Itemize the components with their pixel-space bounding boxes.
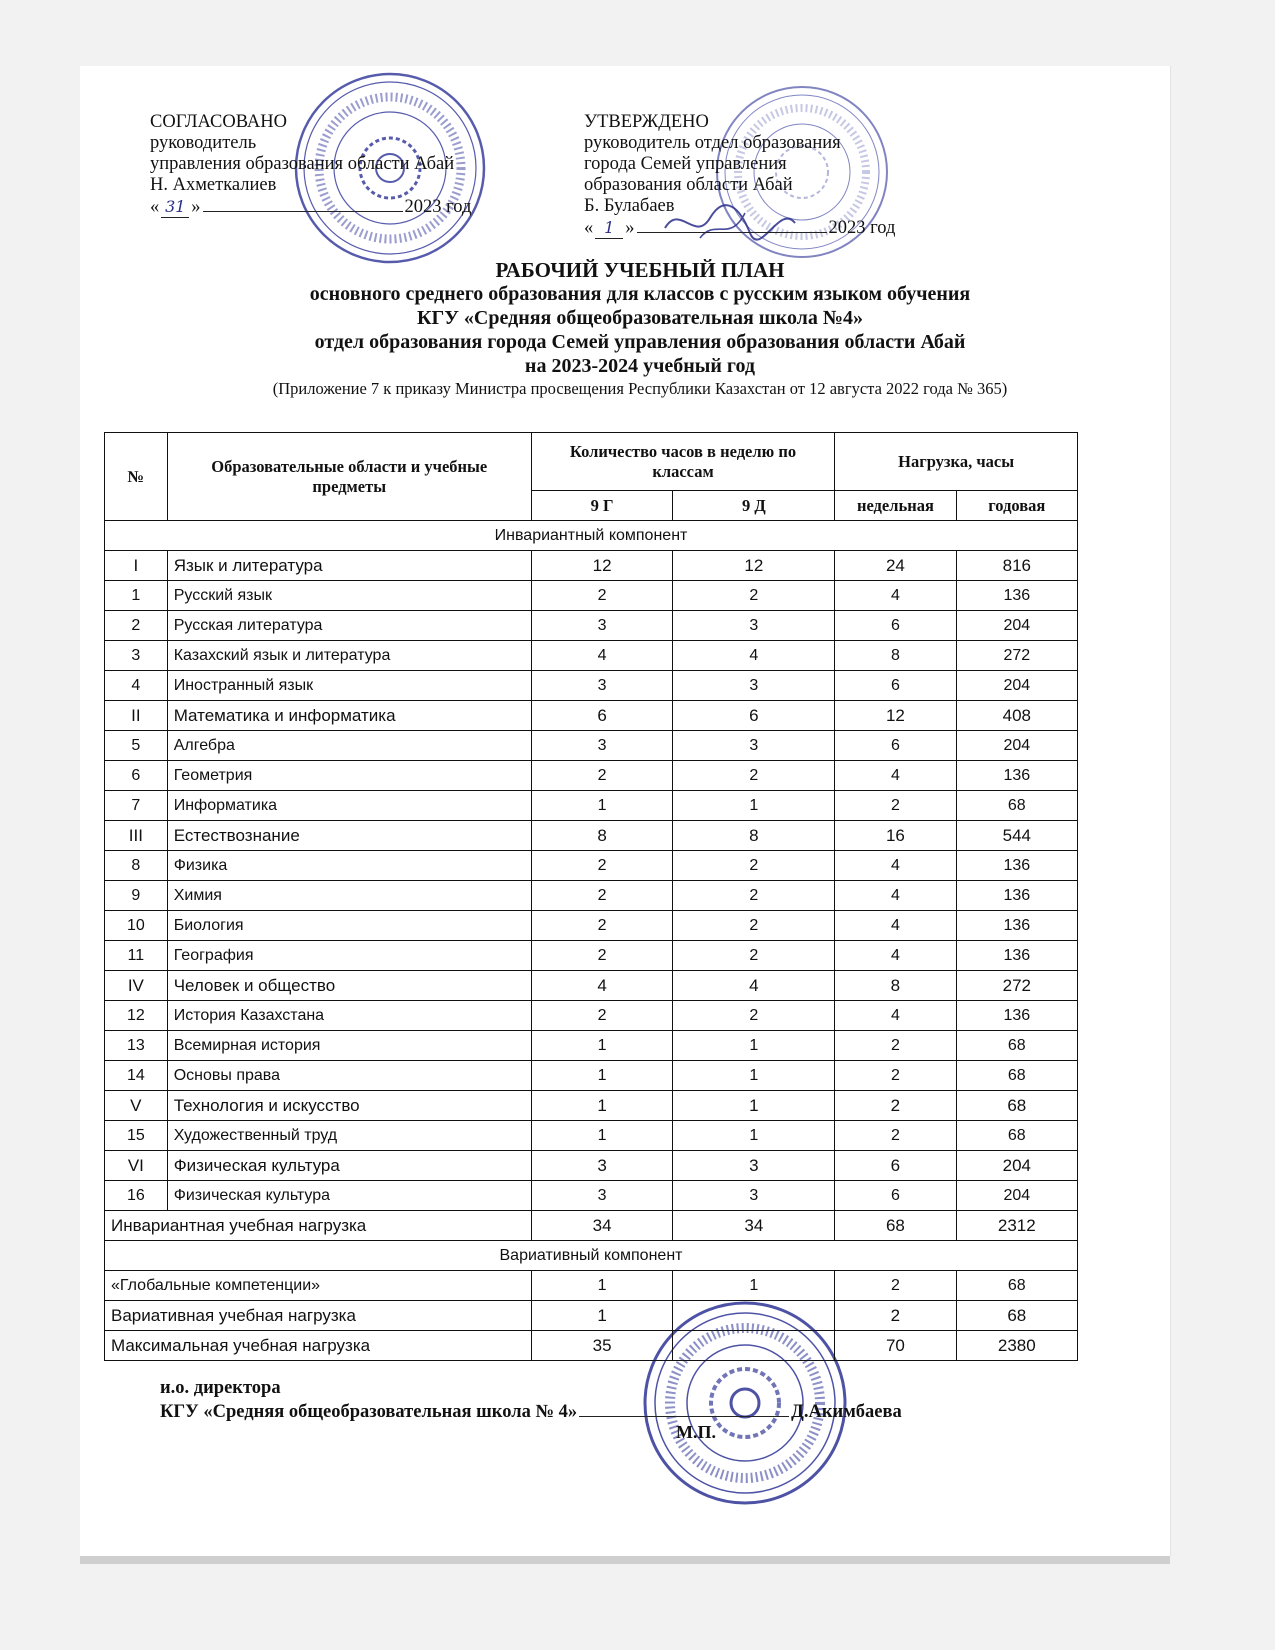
variative-row-9d: 1	[673, 1271, 835, 1301]
row-number: IV	[105, 971, 168, 1001]
row-hours-9d: 2	[673, 1001, 835, 1031]
row-weekly-load: 8	[835, 641, 956, 671]
row-hours-9d: 2	[673, 941, 835, 971]
row-yearly-load: 68	[956, 1061, 1077, 1091]
variative-row-9d	[673, 1301, 835, 1331]
row-weekly-load: 2	[835, 1061, 956, 1091]
row-weekly-load: 6	[835, 1181, 956, 1211]
variative-row-weekly: 2	[835, 1301, 956, 1331]
row-hours-9d: 1	[673, 791, 835, 821]
row-yearly-load: 272	[956, 641, 1077, 671]
agreed-day: 31	[161, 196, 189, 218]
signature-block	[160, 1376, 902, 1424]
subject-row	[105, 941, 1078, 971]
agreed-person: Н. Ахметкалиев	[150, 175, 277, 195]
header-class-9d: 9 Д	[673, 491, 835, 521]
curriculum-table	[104, 432, 1078, 1361]
row-yearly-load: 136	[956, 881, 1077, 911]
row-hours-9g: 6	[531, 701, 673, 731]
header-hours: Количество часов в неделю по классам	[531, 433, 834, 491]
row-hours-9g: 8	[531, 821, 673, 851]
row-number: 14	[105, 1061, 168, 1091]
approved-department-1: города Семей управления	[584, 154, 787, 174]
row-hours-9d: 1	[673, 1031, 835, 1061]
agreed-year: 2023 год	[404, 197, 472, 217]
row-weekly-load: 4	[835, 581, 956, 611]
subject-row	[105, 1061, 1078, 1091]
subject-row	[105, 581, 1078, 611]
subject-row	[105, 791, 1078, 821]
agreed-month-blank	[203, 211, 403, 212]
row-hours-9g: 1	[531, 1091, 673, 1121]
area-row	[105, 701, 1078, 731]
area-row	[105, 1151, 1078, 1181]
row-hours-9d: 12	[673, 551, 835, 581]
row-hours-9g: 1	[531, 1031, 673, 1061]
invariant-section-title: Инвариантный компонент	[105, 521, 1078, 551]
row-hours-9g: 1	[531, 1121, 673, 1151]
row-subject-name: Физическая культура	[167, 1151, 531, 1181]
row-subject-name: Русская литература	[167, 611, 531, 641]
subject-row	[105, 611, 1078, 641]
subject-row	[105, 881, 1078, 911]
variative-row	[105, 1301, 1078, 1331]
row-subject-name: Технология и искусство	[167, 1091, 531, 1121]
document-title-block	[120, 258, 1160, 400]
row-hours-9g: 2	[531, 911, 673, 941]
row-subject-name: История Казахстана	[167, 1001, 531, 1031]
subject-row	[105, 641, 1078, 671]
row-number: 12	[105, 1001, 168, 1031]
row-hours-9d: 3	[673, 1151, 835, 1181]
row-yearly-load: 136	[956, 761, 1077, 791]
approved-heading: УТВЕРЖДЕНО	[584, 112, 709, 132]
variative-row-label: «Глобальные компетенции»	[105, 1271, 532, 1301]
invariant-total-yearly: 2312	[956, 1211, 1077, 1241]
row-number: 16	[105, 1181, 168, 1211]
row-subject-name: Физика	[167, 851, 531, 881]
header-class-9g: 9 Г	[531, 491, 673, 521]
subject-row	[105, 761, 1078, 791]
row-weekly-load: 4	[835, 941, 956, 971]
variative-row-yearly: 2380	[956, 1331, 1077, 1361]
row-hours-9d: 1	[673, 1091, 835, 1121]
row-hours-9d: 4	[673, 971, 835, 1001]
seal-place-label: М.П.	[676, 1422, 716, 1442]
row-hours-9d: 3	[673, 731, 835, 761]
title-note: (Приложение 7 к приказу Министра просвещения Республики Казахстан от 12 августа 2022 года № 365)	[272, 379, 1008, 398]
row-number: 6	[105, 761, 168, 791]
row-number: III	[105, 821, 168, 851]
row-weekly-load: 6	[835, 671, 956, 701]
row-hours-9g: 3	[531, 731, 673, 761]
approved-year: 2023 год	[828, 218, 896, 238]
row-hours-9d: 2	[673, 581, 835, 611]
variative-section-title: Вариативный компонент	[105, 1241, 1078, 1271]
row-hours-9g: 3	[531, 671, 673, 701]
row-subject-name: Физическая культура	[167, 1181, 531, 1211]
row-number: V	[105, 1091, 168, 1121]
agreed-block	[150, 112, 471, 218]
header-yearly: годовая	[956, 491, 1077, 521]
invariant-total-weekly: 68	[835, 1211, 956, 1241]
row-weekly-load: 24	[835, 551, 956, 581]
row-weekly-load: 2	[835, 1031, 956, 1061]
row-hours-9d: 8	[673, 821, 835, 851]
invariant-total-9g: 34	[531, 1211, 673, 1241]
invariant-total-9d: 34	[673, 1211, 835, 1241]
row-number: 15	[105, 1121, 168, 1151]
row-weekly-load: 2	[835, 791, 956, 821]
variative-row	[105, 1331, 1078, 1361]
approved-position: руководитель отдел образования	[584, 133, 841, 153]
row-hours-9g: 2	[531, 881, 673, 911]
subject-row	[105, 731, 1078, 761]
row-subject-name: Биология	[167, 911, 531, 941]
agreed-position: руководитель	[150, 133, 257, 153]
variative-row-label: Максимальная учебная нагрузка	[105, 1331, 532, 1361]
variative-row-label: Вариативная учебная нагрузка	[105, 1301, 532, 1331]
subject-row	[105, 1001, 1078, 1031]
row-subject-name: География	[167, 941, 531, 971]
row-subject-name: Информатика	[167, 791, 531, 821]
row-hours-9d: 1	[673, 1061, 835, 1091]
row-subject-name: Человек и общество	[167, 971, 531, 1001]
row-hours-9g: 2	[531, 1001, 673, 1031]
header-weekly: недельная	[835, 491, 956, 521]
row-subject-name: Художественный труд	[167, 1121, 531, 1151]
row-hours-9d: 3	[673, 1181, 835, 1211]
row-hours-9d: 2	[673, 851, 835, 881]
title-school: КГУ «Средняя общеобразовательная школа №4»	[417, 307, 863, 329]
variative-row-9d	[673, 1331, 835, 1361]
variative-row-yearly: 68	[956, 1301, 1077, 1331]
subject-row	[105, 1181, 1078, 1211]
row-hours-9g: 3	[531, 1181, 673, 1211]
signature-role: и.о. директора	[160, 1378, 281, 1398]
row-hours-9d: 2	[673, 911, 835, 941]
row-number: 7	[105, 791, 168, 821]
row-number: I	[105, 551, 168, 581]
row-number: VI	[105, 1151, 168, 1181]
row-yearly-load: 204	[956, 1181, 1077, 1211]
row-hours-9d: 1	[673, 1121, 835, 1151]
row-yearly-load: 136	[956, 581, 1077, 611]
area-row	[105, 971, 1078, 1001]
variative-row-9g: 1	[531, 1271, 673, 1301]
approved-month-blank	[637, 232, 827, 233]
row-hours-9g: 1	[531, 791, 673, 821]
row-weekly-load: 6	[835, 611, 956, 641]
subject-row	[105, 1031, 1078, 1061]
row-number: 11	[105, 941, 168, 971]
row-weekly-load: 8	[835, 971, 956, 1001]
row-weekly-load: 6	[835, 731, 956, 761]
row-weekly-load: 4	[835, 881, 956, 911]
row-yearly-load: 204	[956, 1151, 1077, 1181]
area-row	[105, 551, 1078, 581]
row-subject-name: Математика и информатика	[167, 701, 531, 731]
row-number: 8	[105, 851, 168, 881]
sheet-shadow	[80, 1556, 1170, 1564]
row-yearly-load: 816	[956, 551, 1077, 581]
variative-row-yearly: 68	[956, 1271, 1077, 1301]
row-yearly-load: 68	[956, 1091, 1077, 1121]
row-number: 4	[105, 671, 168, 701]
variative-row-weekly: 2	[835, 1271, 956, 1301]
row-subject-name: Геометрия	[167, 761, 531, 791]
row-hours-9g: 3	[531, 611, 673, 641]
subject-row	[105, 851, 1078, 881]
title-department: отдел образования города Семей управления образования области Абай	[314, 331, 966, 353]
row-yearly-load: 136	[956, 911, 1077, 941]
subject-row	[105, 911, 1078, 941]
title-level: основного среднего образования для классов с русским языком обучения	[309, 283, 971, 305]
row-number: II	[105, 701, 168, 731]
variative-row-9g: 1	[531, 1301, 673, 1331]
area-row	[105, 1091, 1078, 1121]
header-load: Нагрузка, часы	[835, 433, 1078, 491]
row-number: 2	[105, 611, 168, 641]
row-yearly-load: 544	[956, 821, 1077, 851]
row-subject-name: Язык и литература	[167, 551, 531, 581]
row-hours-9d: 2	[673, 881, 835, 911]
subject-row	[105, 671, 1078, 701]
approved-person: Б. Булабаев	[584, 196, 675, 216]
approved-date: « 1 » 2023 год	[584, 218, 896, 238]
row-hours-9g: 2	[531, 581, 673, 611]
row-yearly-load: 136	[956, 851, 1077, 881]
row-subject-name: Химия	[167, 881, 531, 911]
header-num: №	[105, 433, 168, 521]
row-number: 9	[105, 881, 168, 911]
row-hours-9g: 1	[531, 1061, 673, 1091]
row-weekly-load: 4	[835, 1001, 956, 1031]
row-subject-name: Всемирная история	[167, 1031, 531, 1061]
row-weekly-load: 16	[835, 821, 956, 851]
row-hours-9g: 2	[531, 941, 673, 971]
row-hours-9d: 3	[673, 671, 835, 701]
row-subject-name: Алгебра	[167, 731, 531, 761]
row-hours-9g: 4	[531, 971, 673, 1001]
invariant-section-row	[105, 521, 1078, 551]
signature-line	[579, 1416, 789, 1417]
row-subject-name: Казахский язык и литература	[167, 641, 531, 671]
agreed-heading: СОГЛАСОВАНО	[150, 112, 287, 132]
agreed-date: « 31 » 2023 год	[150, 197, 472, 217]
row-number: 1	[105, 581, 168, 611]
row-hours-9g: 3	[531, 1151, 673, 1181]
variative-section-row	[105, 1241, 1078, 1271]
approved-day: 1	[595, 217, 623, 239]
row-yearly-load: 272	[956, 971, 1077, 1001]
row-yearly-load: 68	[956, 791, 1077, 821]
variative-row-weekly: 70	[835, 1331, 956, 1361]
row-hours-9g: 12	[531, 551, 673, 581]
agreed-department: управления образования области Абай	[150, 154, 455, 174]
row-yearly-load: 136	[956, 1001, 1077, 1031]
row-weekly-load: 12	[835, 701, 956, 731]
header-subjects: Образовательные области и учебные предметы	[167, 433, 531, 521]
subject-row	[105, 1121, 1078, 1151]
invariant-total-label: Инвариантная учебная нагрузка	[105, 1211, 532, 1241]
row-subject-name: Русский язык	[167, 581, 531, 611]
row-weekly-load: 4	[835, 761, 956, 791]
row-hours-9d: 3	[673, 611, 835, 641]
row-weekly-load: 4	[835, 851, 956, 881]
title-year: на 2023-2024 учебный год	[524, 355, 756, 377]
row-hours-9d: 6	[673, 701, 835, 731]
row-yearly-load: 68	[956, 1121, 1077, 1151]
row-yearly-load: 136	[956, 941, 1077, 971]
row-yearly-load: 408	[956, 701, 1077, 731]
row-weekly-load: 6	[835, 1151, 956, 1181]
row-number: 10	[105, 911, 168, 941]
area-row	[105, 821, 1078, 851]
row-yearly-load: 68	[956, 1031, 1077, 1061]
row-hours-9g: 2	[531, 851, 673, 881]
variative-row	[105, 1271, 1078, 1301]
row-yearly-load: 204	[956, 731, 1077, 761]
variative-row-9g: 35	[531, 1331, 673, 1361]
row-weekly-load: 2	[835, 1121, 956, 1151]
signature-org: КГУ «Средняя общеобразовательная школа № 4»	[160, 1402, 578, 1422]
row-subject-name: Основы права	[167, 1061, 531, 1091]
approved-department-2: образования области Абай	[584, 175, 793, 195]
row-weekly-load: 4	[835, 911, 956, 941]
signature-name: Д.Акимбаева	[791, 1402, 902, 1422]
row-yearly-load: 204	[956, 611, 1077, 641]
row-hours-9g: 2	[531, 761, 673, 791]
approved-block	[584, 112, 895, 239]
invariant-total-row	[105, 1211, 1078, 1241]
row-number: 5	[105, 731, 168, 761]
row-hours-9d: 2	[673, 761, 835, 791]
row-yearly-load: 204	[956, 671, 1077, 701]
row-number: 3	[105, 641, 168, 671]
row-number: 13	[105, 1031, 168, 1061]
row-weekly-load: 2	[835, 1091, 956, 1121]
row-subject-name: Естествознание	[167, 821, 531, 851]
row-hours-9g: 4	[531, 641, 673, 671]
document-title: РАБОЧИЙ УЧЕБНЫЙ ПЛАН	[495, 258, 785, 282]
row-hours-9d: 4	[673, 641, 835, 671]
row-subject-name: Иностранный язык	[167, 671, 531, 701]
